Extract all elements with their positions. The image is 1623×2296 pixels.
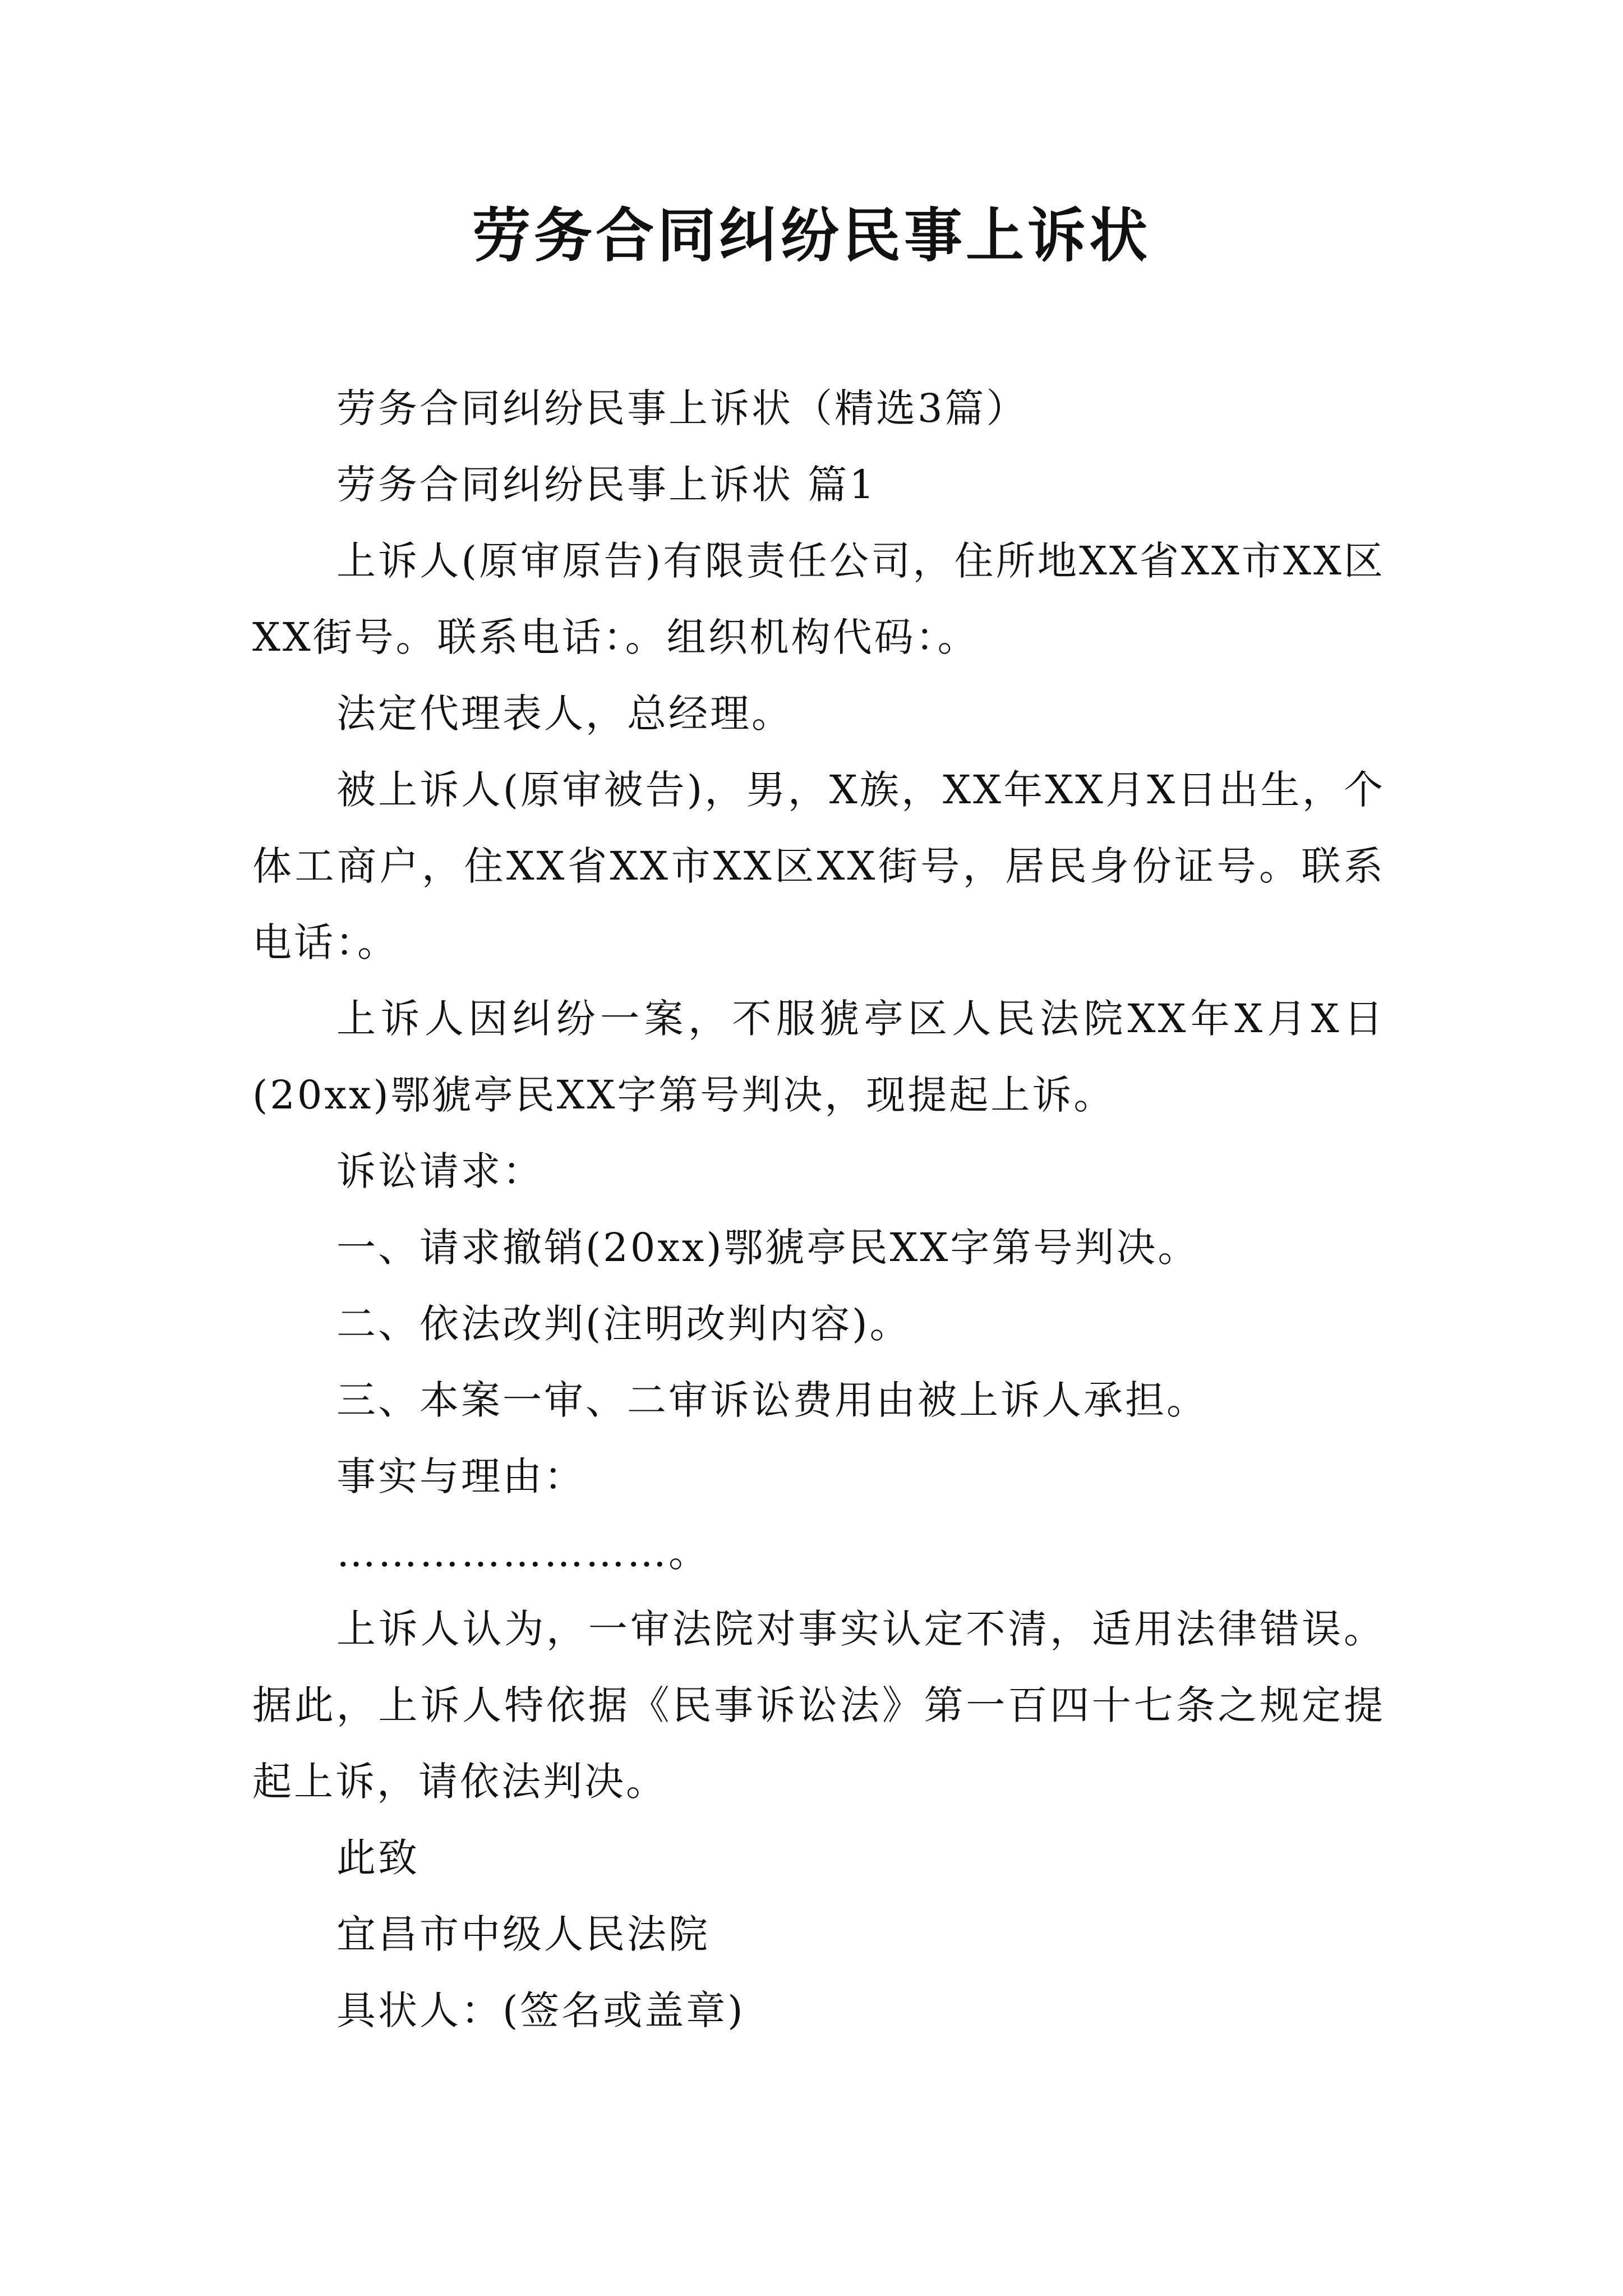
paragraph-legal-representative: 法定代理表人，总经理。 <box>336 691 793 737</box>
paragraph-claims-heading: 诉讼请求： <box>336 1148 544 1194</box>
document-body <box>252 370 1385 2049</box>
document-title: 劳务合同纠纷民事上诉状 <box>472 201 1151 270</box>
paragraph-appellee: 被上诉人(原审被告)，男，X族，XX年XX月X日出生，个体工商户，住XX省XX市XX区XX街号，居民身份证号。联系电话：。 <box>252 767 1385 965</box>
paragraph-appellant: 上诉人(原审原告)有限责任公司，住所地XX省XX市XX区XX街号。联系电话：。组织机构代码：。 <box>252 538 1385 660</box>
paragraph-claim-3: 三、本案一审、二审诉讼费用由被上诉人承担。 <box>336 1377 1208 1423</box>
paragraph-claim-1: 一、请求撤销(20xx)鄂猇亭民XX字第号判决。 <box>336 1225 1200 1271</box>
paragraph-court: 宜昌市中级人民法院 <box>336 1911 710 1957</box>
paragraph-facts-heading: 事实与理由： <box>336 1453 585 1499</box>
paragraph-subtitle: 劳务合同纠纷民事上诉状（精选3篇） <box>336 385 1028 431</box>
paragraph-case-intro: 上诉人因纠纷一案，不服猇亭区人民法院XX年X月X日(20xx)鄂猇亭民XX字第号判决，现提起上诉。 <box>252 996 1385 1118</box>
paragraph-salutation: 此致 <box>336 1835 419 1881</box>
paragraph-signature: 具状人：(签名或盖章) <box>336 1987 745 2033</box>
paragraph-claim-2: 二、依法改判(注明改判内容)。 <box>336 1301 911 1347</box>
paragraph-section-heading: 劳务合同纠纷民事上诉状 篇1 <box>336 462 877 508</box>
paragraph-reasoning: 上诉人认为，一审法院对事实认定不清，适用法律错误。据此，上诉人特依据《民事诉讼法》第一百四十七条之规定提起上诉，请依法判决。 <box>252 1606 1385 1805</box>
paragraph-facts-ellipsis: ……………………。 <box>336 1530 710 1576</box>
